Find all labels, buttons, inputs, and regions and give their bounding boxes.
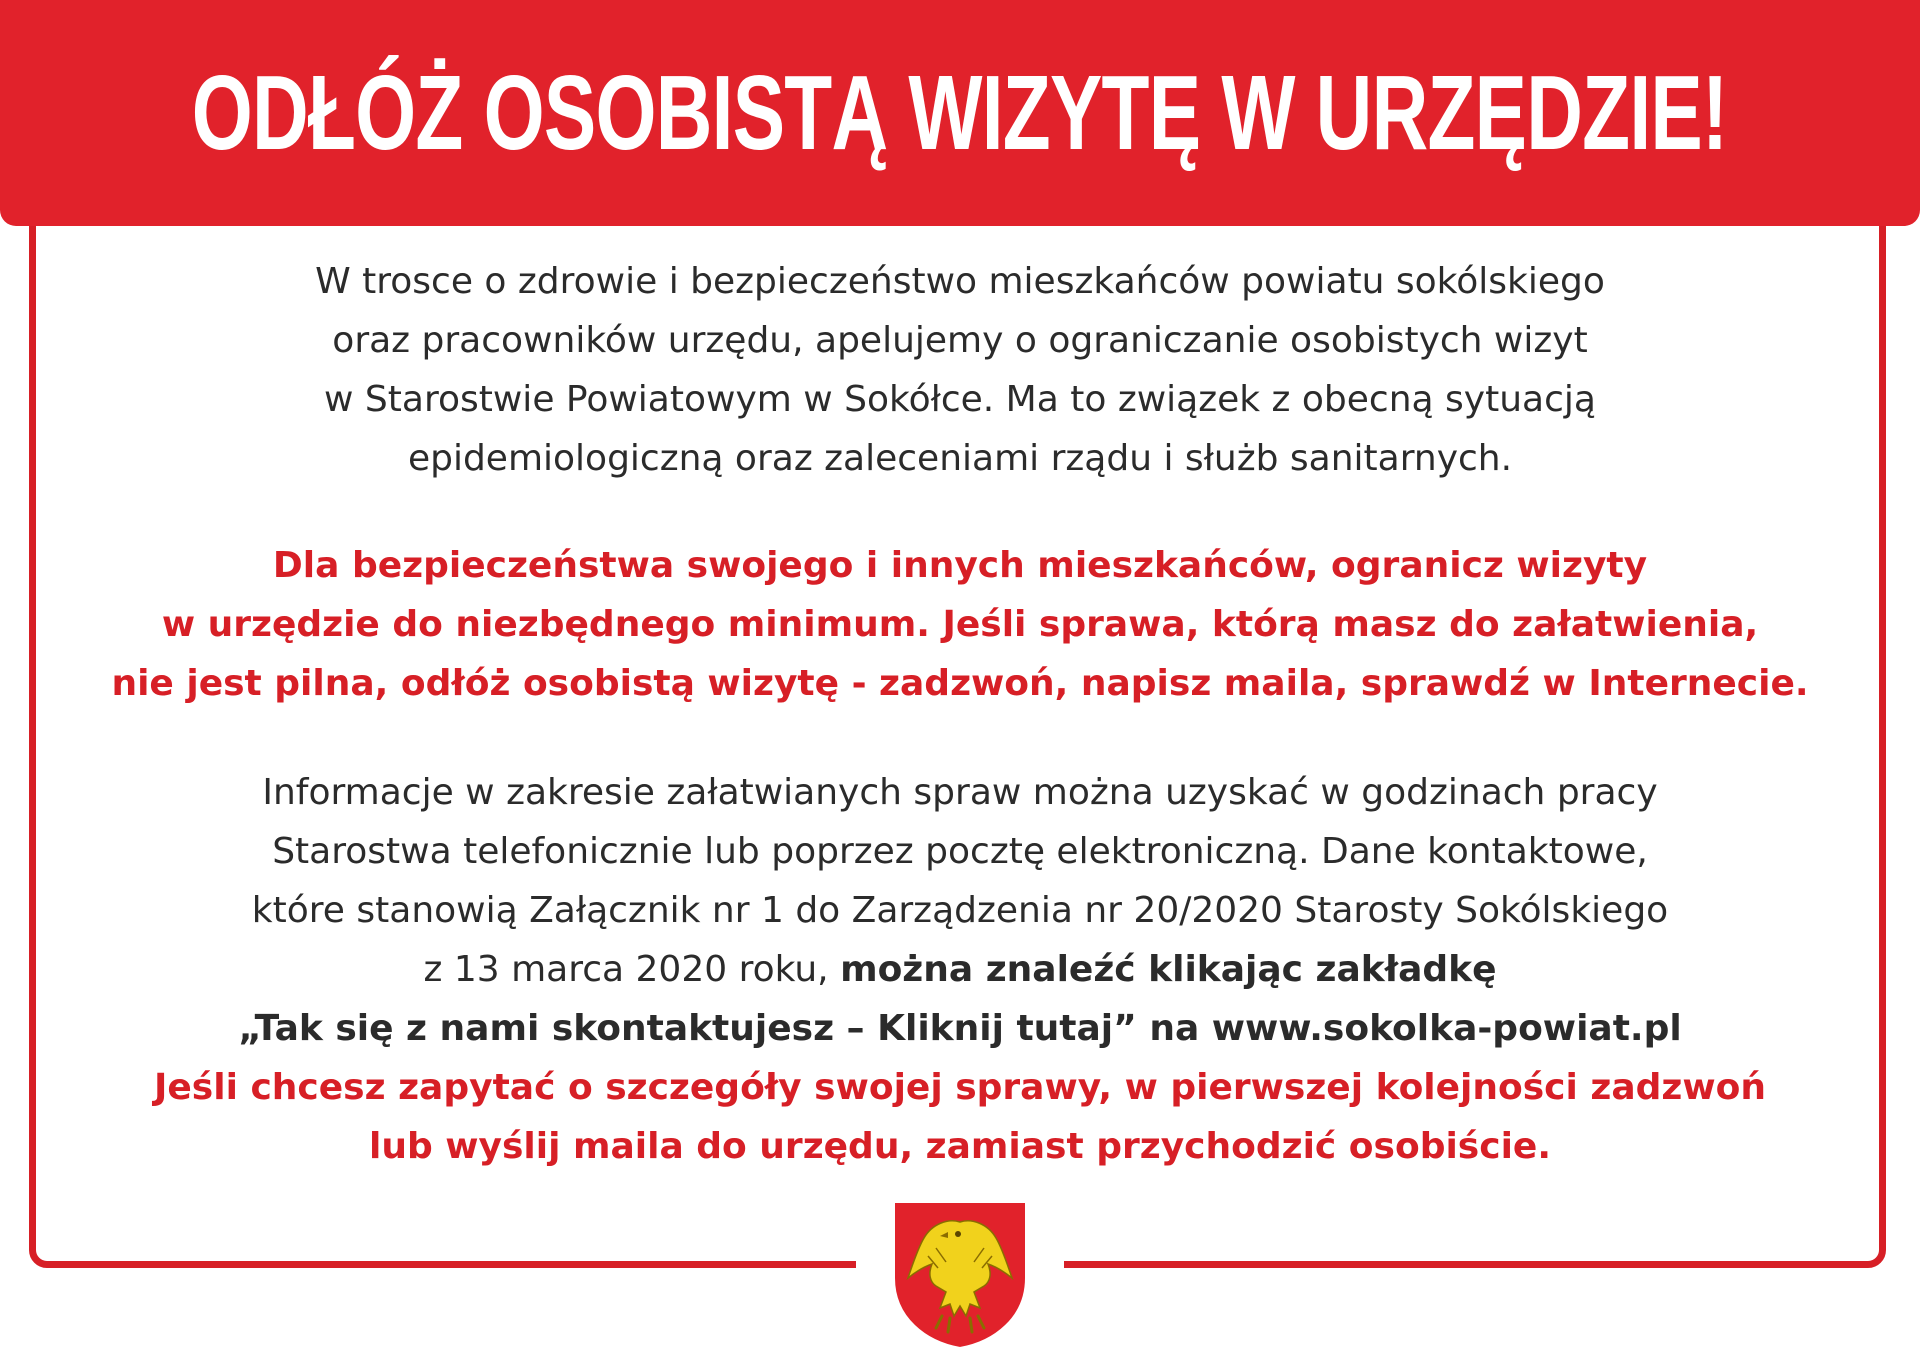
eagle-coat-of-arms-icon <box>888 1196 1032 1350</box>
contact-bold-text: można znaleźć klikając zakładkę <box>840 949 1497 990</box>
call-first-line: lub wyślij maila do urzędu, zamiast przychodzić osobiście. <box>368 1126 1552 1167</box>
warning-line: Dla bezpieczeństwa swojego i innych mieszkańców, ogranicz wizyty <box>272 545 1648 586</box>
intro-paragraph <box>60 252 1860 488</box>
contact-line: Starostwa telefonicznie lub poprzez pocztę elektroniczną. Dane kontaktowe, <box>272 831 1648 872</box>
contact-line <box>60 940 1860 999</box>
warning-line: w urzędzie do niezbędnego minimum. Jeśli sprawa, którą masz do załatwienia, <box>161 604 1759 645</box>
warning-paragraph <box>60 536 1860 713</box>
page-title: ODŁÓŻ OSOBISTĄ WIZYTĘ W URZĘDZIE! <box>192 53 1728 172</box>
warning-line: nie jest pilna, odłóż osobistą wizytę - zadzwoń, napisz maila, sprawdź w Internecie. <box>111 663 1809 704</box>
contact-website-line: „Tak się z nami skontaktujesz – Kliknij tutaj” na www.sokolka-powiat.pl <box>238 1008 1682 1049</box>
intro-line: W trosce o zdrowie i bezpieczeństwo mieszkańców powiatu sokólskiego <box>315 261 1605 302</box>
contact-line: które stanowią Załącznik nr 1 do Zarządzenia nr 20/2020 Starosty Sokólskiego <box>251 890 1669 931</box>
intro-line: oraz pracowników urzędu, apelujemy o ograniczanie osobistych wizyt <box>332 320 1588 361</box>
call-first-line: Jeśli chcesz zapytać o szczegóły swojej sprawy, w pierwszej kolejności zadzwoń <box>154 1067 1766 1108</box>
header-banner <box>0 0 1920 226</box>
contact-paragraph <box>60 763 1860 1176</box>
contact-line: Informacje w zakresie załatwianych spraw można uzyskać w godzinach pracy <box>262 772 1658 813</box>
notice-body <box>60 252 1860 1176</box>
contact-date-text: z 13 marca 2020 roku, <box>423 949 841 990</box>
intro-line: epidemiologiczną oraz zaleceniami rządu i służb sanitarnych. <box>407 438 1513 479</box>
intro-line: w Starostwie Powiatowym w Sokółce. Ma to związek z obecną sytuacją <box>324 379 1596 420</box>
